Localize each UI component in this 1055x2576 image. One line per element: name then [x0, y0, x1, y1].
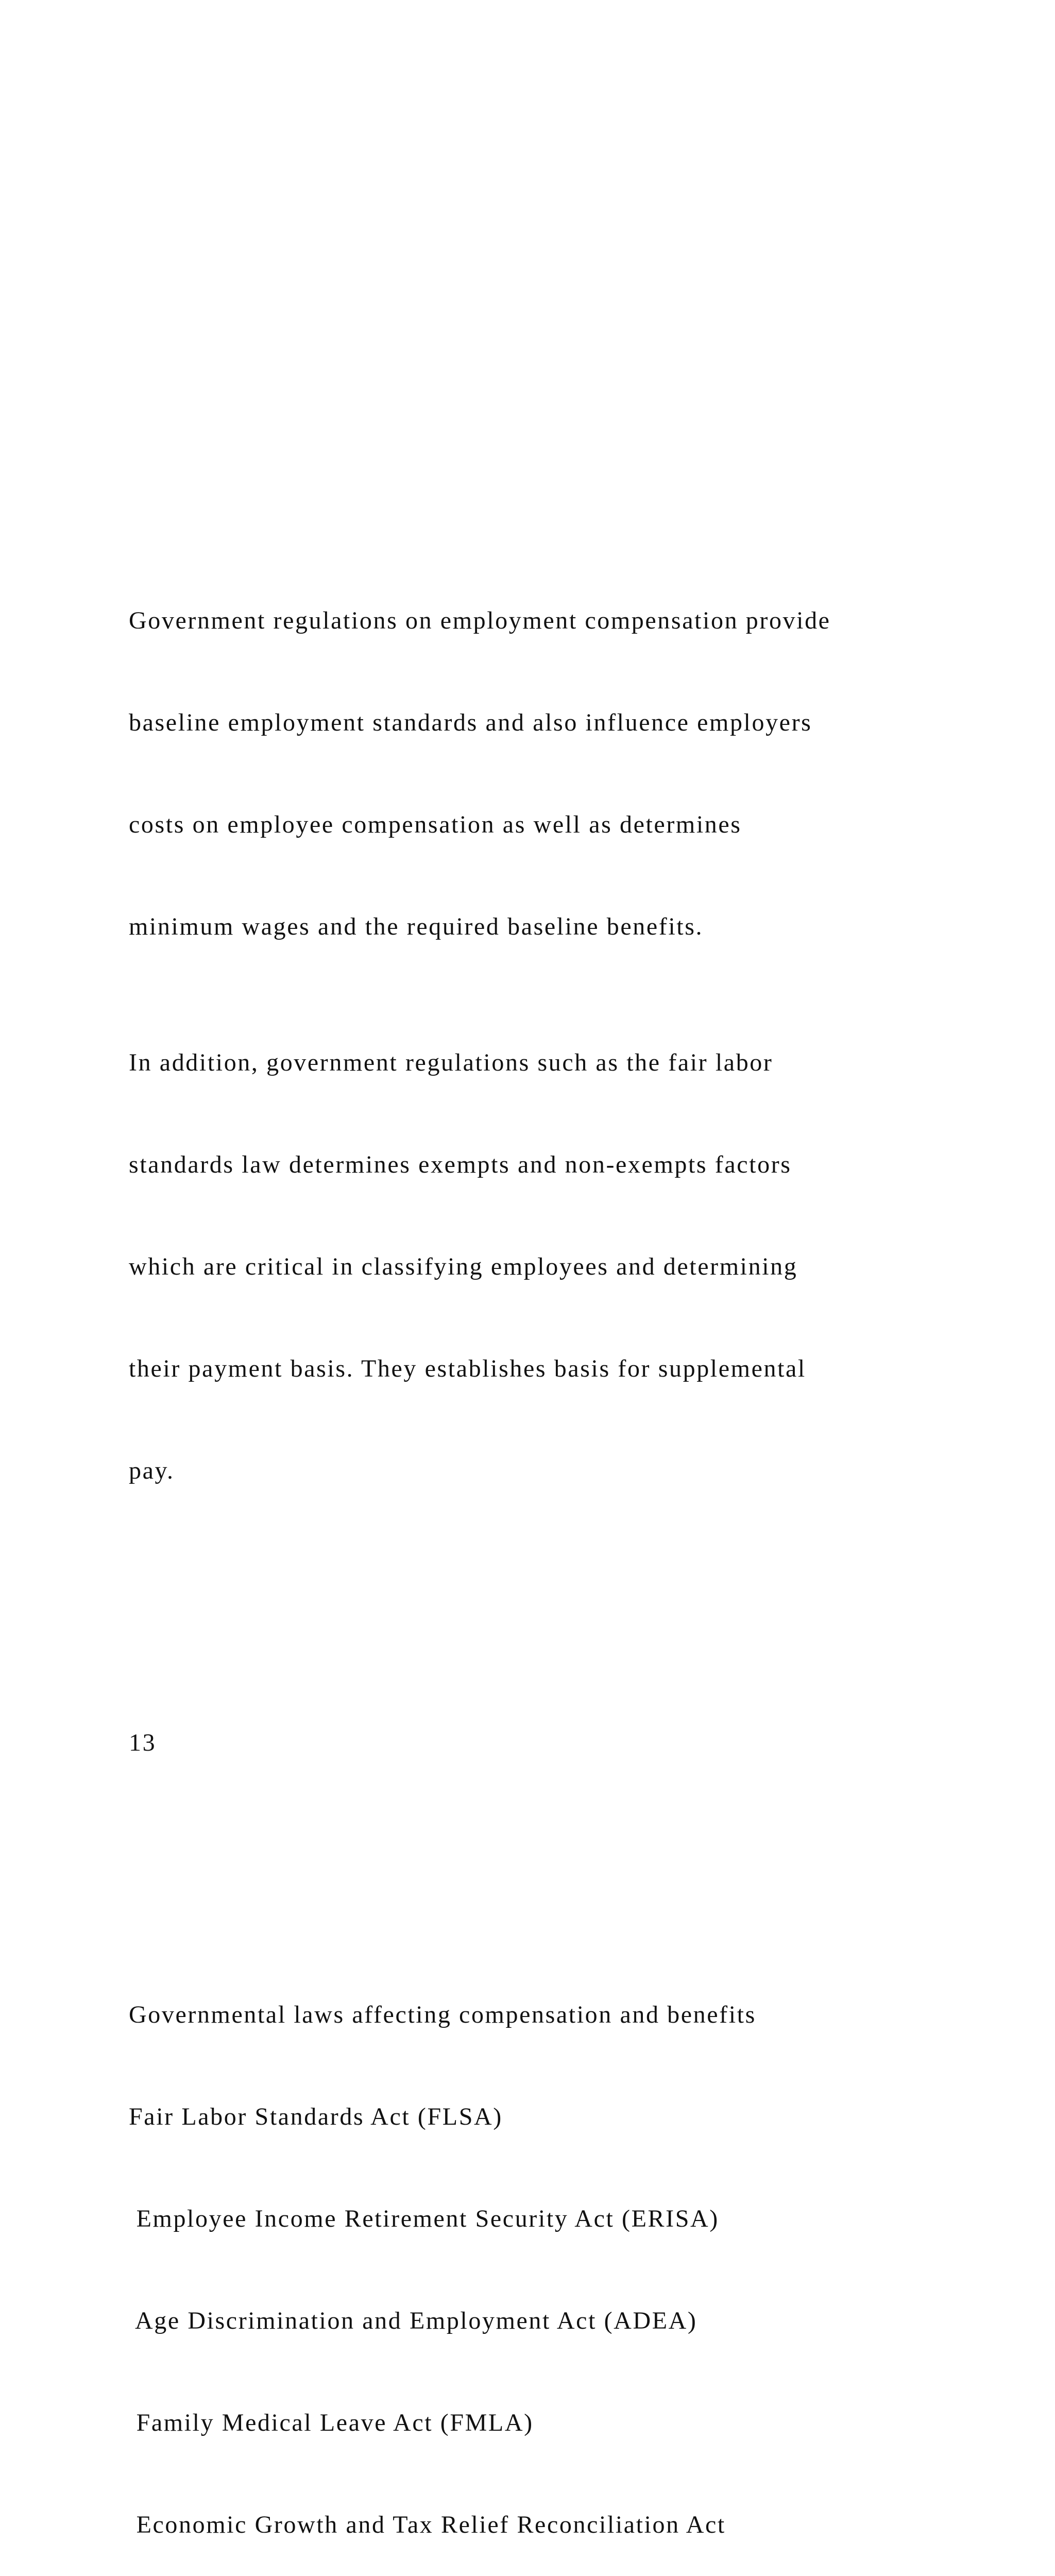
blank-line: [129, 1590, 1005, 1624]
paragraph-2-line: standards law determines exempts and non-exempts factors: [129, 1151, 792, 1178]
paragraph-1-line: baseline employment standards and also influence employers: [129, 709, 812, 736]
paragraph-2-line: pay.: [129, 1457, 175, 1484]
law-list-item: Economic Growth and Tax Relief Reconciliation Act: [129, 2511, 726, 2538]
paragraph-2-line: which are critical in classifying employees and determining: [129, 1253, 798, 1280]
paragraph-1-line: minimum wages and the required baseline benefits.: [129, 913, 704, 940]
law-list-item: Fair Labor Standards Act (FLSA): [129, 2103, 503, 2130]
document-body: [129, 536, 1005, 2576]
blank-line: [129, 1862, 1005, 1896]
paragraph-1-line: costs on employee compensation as well as determines: [129, 811, 742, 838]
law-list-item: Employee Income Retirement Security Act (ERISA): [129, 2205, 719, 2232]
paragraph-2-line: In addition, government regulations such as the fair labor: [129, 1049, 773, 1076]
laws-heading: Governmental laws affecting compensation and benefits: [129, 2001, 756, 2028]
law-list-item: Family Medical Leave Act (FMLA): [129, 2409, 534, 2436]
law-list-item: Age Discrimination and Employment Act (ADEA): [129, 2307, 697, 2334]
slide-number: 13: [129, 1729, 157, 1756]
paragraph-1-line: Government regulations on employment compensation provide: [129, 607, 831, 634]
paragraph-2-line: their payment basis. They establishes basis for supplemental: [129, 1355, 806, 1382]
